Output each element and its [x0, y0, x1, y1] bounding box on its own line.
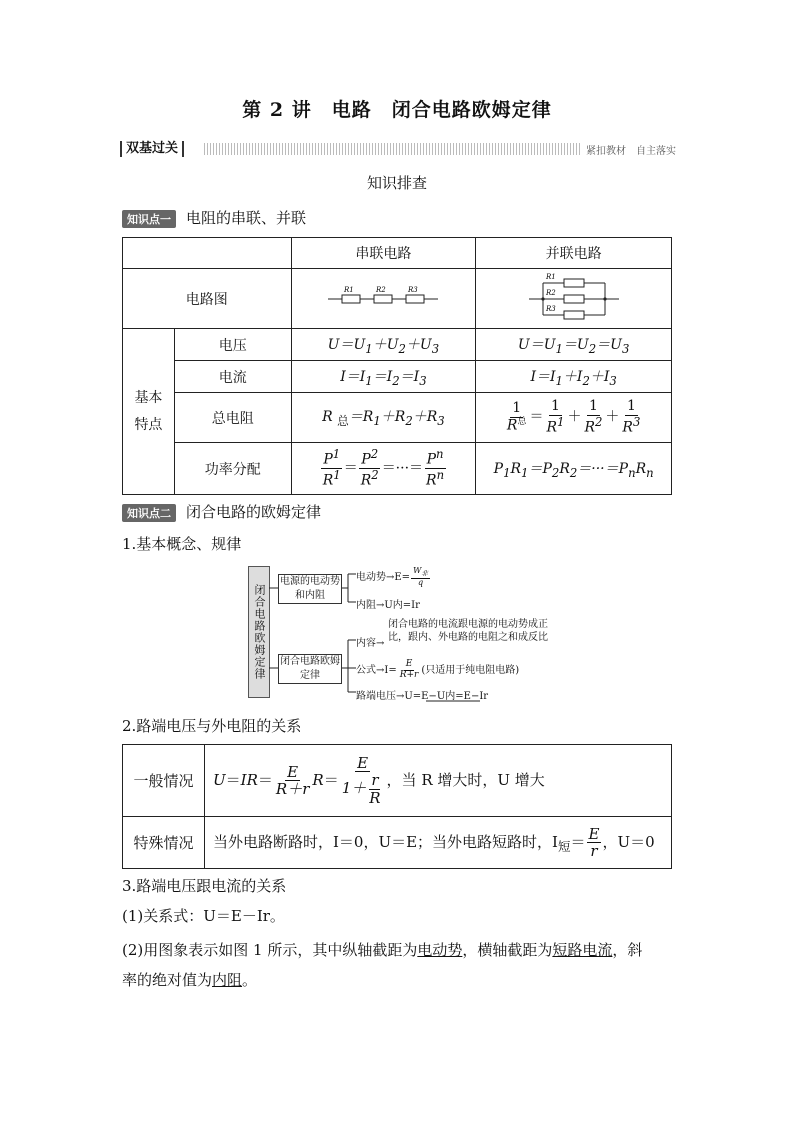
p2-e: 。 [242, 971, 258, 989]
series-voltage: $U=U_1+U_2+U_3$ [291, 329, 476, 361]
series-label-r3: R3 [408, 285, 419, 294]
row-voltage: 电压 [174, 329, 291, 361]
parallel-label-r2: R2 [545, 288, 556, 297]
special-case-label: 特殊情况 [123, 817, 205, 869]
kp2-title: 闭合电路的欧姆定律 [186, 503, 322, 521]
section-1: 1.基本概念、规律 [122, 535, 242, 553]
parallel-label-r1: R1 [545, 272, 556, 281]
general-case-formula: U＝IR＝ $\frac{E}{R+r}$ R＝ E 1＋ $\frac{r}{R}$ ，当 R 增大时，U 增大 [205, 745, 672, 817]
p2-b: ，横轴截距为 [462, 941, 553, 959]
paragraph-2 [122, 935, 674, 995]
paragraph-1: (1)关系式：U＝E－Ir。 [122, 907, 285, 925]
series-circuit [291, 269, 476, 329]
parallel-voltage: $U=U_1=U_2=U_3$ [476, 329, 672, 361]
terminal-voltage-table [122, 744, 672, 869]
series-power: $\frac{P^1}{R^1}$ ＝ $\frac{P^2}{R^2}$ ＝···＝ $\frac{P^n}{R^n}$ [291, 443, 476, 495]
general-case-label: 一般情况 [123, 745, 205, 817]
banner-right: 紧扣教材 自主落实 [582, 142, 676, 157]
parallel-power: $P_1R_1=P_2R_2=\cdot\cdot\cdot=P_nR_n$ [476, 443, 672, 495]
general-case-tail: ，当 R 增大时，U 增大 [386, 770, 545, 789]
series-circuit-diagram [328, 285, 438, 309]
series-total: R $_总=R_1+R_2+R_3$ [291, 393, 476, 443]
section-3: 3.路端电压跟电流的关系 [122, 877, 287, 895]
parallel-circuit-diagram [529, 271, 619, 323]
parallel-circuit [476, 269, 672, 329]
row-circuit: 电路图 [123, 269, 292, 329]
page-title: 第 2 讲 电路 闭合电路欧姆定律 [242, 99, 552, 121]
box-law: 闭合电路欧姆定律 [278, 654, 342, 684]
special-case-main: 当外电路断路时，I＝0，U＝E；当外电路短路时，I [213, 832, 558, 851]
p2-emf: 电动势 [417, 941, 463, 959]
internal-resistance: 内阻→U内=Ir [356, 600, 420, 611]
row-power: 功率分配 [174, 443, 291, 495]
row-total: 总电阻 [174, 393, 291, 443]
content-label: 内容→ [356, 638, 385, 649]
box-emf: 电源的电动势和内阻 [278, 574, 342, 604]
knowledge-point-1 [122, 207, 306, 228]
knowledge-point-2 [122, 501, 321, 522]
col-parallel: 并联电路 [476, 238, 672, 269]
kp1-title: 电阻的串联、并联 [186, 209, 307, 227]
subheading: 知识排查 [366, 174, 427, 192]
resistor-table [122, 237, 672, 495]
parallel-label-r3: R3 [545, 304, 556, 313]
formula-text: 公式→I= [356, 664, 397, 676]
parallel-total: $\frac{1}{R^总}$ ＝ $\frac{1}{R^1}$ ＋ $\frac{1}{R^2}$ ＋ $\frac{1}{R^3}$ [476, 393, 672, 443]
terminal-voltage: 路端电压→U=E−U内=E−Ir [356, 691, 489, 702]
formula-note: (只适用于纯电阻电路) [421, 664, 520, 676]
banner-label: 双基过关 [120, 141, 184, 157]
series-label-r1: R1 [344, 285, 355, 294]
corner-cell [123, 238, 292, 269]
p2-c: ，斜 [612, 941, 643, 959]
special-case-tail: ，U＝0 [602, 832, 655, 851]
kp1-tag: 知识点一 [122, 210, 176, 228]
p2-a: (2)用图象表示如图 1 所示，其中纵轴截距为 [122, 941, 418, 959]
p2-d: 率的绝对值为 [122, 971, 213, 989]
row-current: 电流 [174, 361, 291, 393]
group-basic: 基本 特点 [123, 329, 175, 495]
series-label-r2: R2 [376, 285, 387, 294]
formula-line: 公式→I= $\frac{E}{R+r}$ (只适用于纯电阻电路) [356, 659, 520, 680]
series-current: $I=I_1=I_2=I_3$ [291, 361, 476, 393]
concept-diagram [248, 562, 568, 702]
parallel-current: $I=I_1+I_2+I_3$ [476, 361, 672, 393]
p2-short-current: 短路电流 [552, 941, 613, 959]
kp2-tag: 知识点二 [122, 504, 176, 522]
content-text: 闭合电路的电流跟电源的电动势成正比，跟内、外电路的电阻之和成反比 [388, 619, 548, 643]
diagram-root: 闭合电路欧姆定律 [248, 566, 270, 698]
p2-internal-resistance: 内阻 [212, 971, 243, 989]
emf-text: 电动势→E= [356, 571, 411, 583]
col-series: 串联电路 [291, 238, 476, 269]
section-2: 2.路端电压与外电阻的关系 [122, 717, 302, 735]
emf-line: 电动势→E= $\frac{W_非}{q}$ [356, 566, 428, 587]
special-case-text: 当外电路断路时，I＝0，U＝E；当外电路短路时，$I_短=$ $\frac{E}{r}$ ，U＝0 [205, 817, 672, 869]
section-banner [120, 141, 676, 157]
